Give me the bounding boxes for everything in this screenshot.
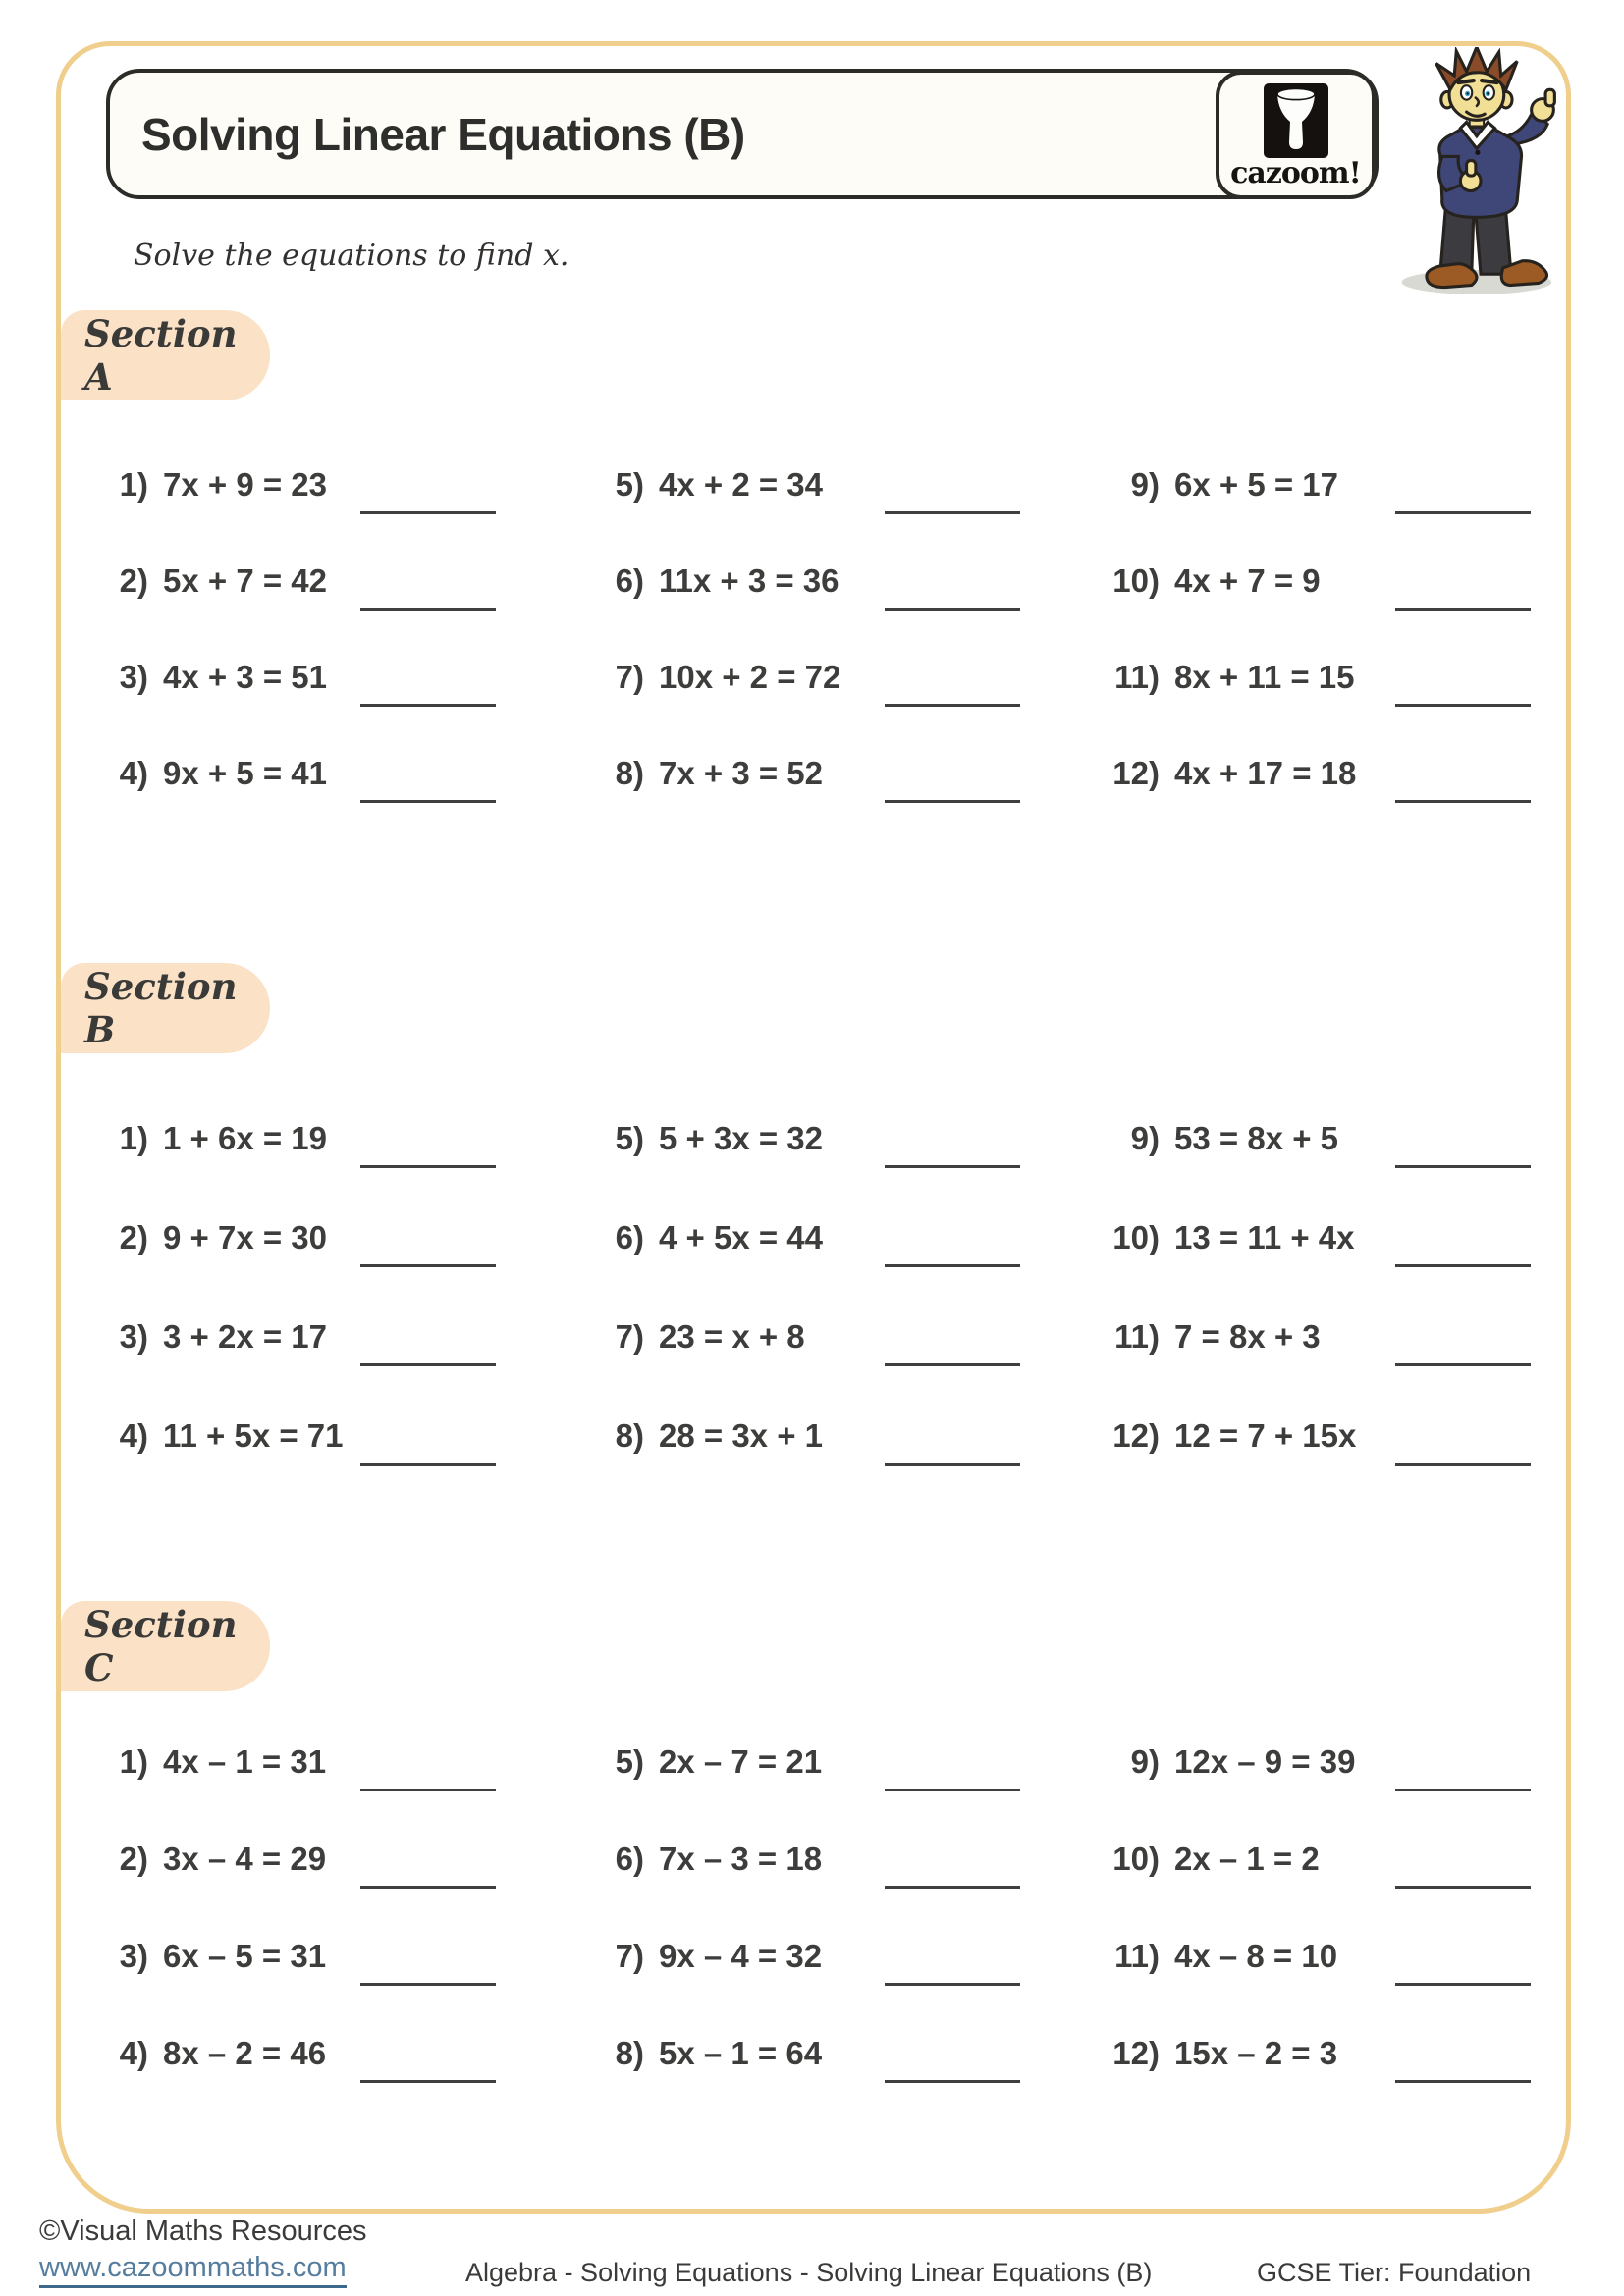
equation-row [1105,1405,1531,1455]
equation-row [1105,742,1531,792]
problem-item [589,1306,1105,1405]
section-a-badge [61,310,270,400]
answer-line[interactable] [885,704,1020,707]
problem-item [1105,646,1531,742]
footer-website-link[interactable]: www.cazoommaths.com [39,2252,347,2288]
problem-equation: 10x + 2 = 72 [659,659,841,695]
problem-equation: 15x – 2 = 3 [1174,2035,1338,2071]
equation-row [589,454,1105,504]
problem-number: 6) [615,562,644,599]
answer-line[interactable] [1395,1363,1531,1366]
equation-row [1105,1306,1531,1356]
problem-item [589,550,1105,646]
problem-number: 11) [1114,659,1160,695]
problem-equation: 5 + 3x = 32 [659,1120,823,1156]
equation-row [589,550,1105,600]
answer-line[interactable] [885,1264,1020,1267]
problem-number: 2) [119,1219,148,1255]
problem-item [93,2022,589,2119]
answer-line[interactable] [885,1886,1020,1889]
problem-equation: 4x + 17 = 18 [1174,755,1357,791]
problem-number: 10) [1112,1841,1160,1877]
problem-equation: 12x – 9 = 39 [1174,1743,1356,1780]
problem-number: 10) [1112,562,1160,599]
equation-row [1105,1731,1531,1781]
equation-row [1105,646,1531,696]
problem-item [589,1925,1105,2022]
problem-number: 12) [1112,2035,1160,2071]
problem-item [1105,1925,1531,2022]
footer-tier: GCSE Tier: Foundation [1257,2258,1532,2287]
equation-row [93,1306,589,1356]
answer-line[interactable] [1395,1264,1531,1267]
equation-row [93,454,589,504]
problem-number: 7) [615,659,644,695]
problem-item [93,646,589,742]
equation-row [1105,550,1531,600]
problem-equation: 23 = x + 8 [659,1318,805,1355]
problem-item [1105,742,1531,838]
equation-row [589,646,1105,696]
answer-line[interactable] [885,608,1020,611]
page-title: Solving Linear Equations (B) [141,108,745,160]
problem-item [589,1107,1105,1206]
problem-equation: 13 = 11 + 4x [1174,1219,1355,1255]
djembe-drum-icon [1264,83,1328,158]
problem-number: 6) [615,1219,644,1255]
answer-line[interactable] [360,1363,496,1366]
cazoom-logo [1216,71,1376,199]
problem-number: 4) [119,755,148,791]
problem-equation: 7x – 3 = 18 [659,1841,823,1877]
problem-number: 2) [119,1841,148,1877]
section-b-label: Section B [84,965,238,1051]
problem-item [1105,454,1531,550]
problem-equation: 12 = 7 + 15x [1174,1417,1357,1454]
problem-number: 12) [1112,1417,1160,1454]
problem-item [93,1731,589,1828]
equation-row [1105,2022,1531,2072]
equation-row [589,1925,1105,1975]
problem-equation: 53 = 8x + 5 [1174,1120,1338,1156]
problem-equation: 9 + 7x = 30 [163,1219,327,1255]
problem-item [1105,1306,1531,1405]
problem-number: 3) [119,659,148,695]
problem-item [1105,2022,1531,2119]
answer-line[interactable] [1395,1789,1531,1791]
equation-row [589,1731,1105,1781]
answer-line[interactable] [360,511,496,514]
equation-row [589,1107,1105,1157]
problem-equation: 6x + 5 = 17 [1174,466,1338,503]
problem-equation: 9x + 5 = 41 [163,755,327,791]
problem-number: 2) [119,562,148,599]
problem-equation: 5x – 1 = 64 [659,2035,823,2071]
problem-number: 10) [1112,1219,1160,1255]
equation-row [589,742,1105,792]
answer-line[interactable] [1395,2080,1531,2083]
equation-row [93,646,589,696]
answer-line[interactable] [360,1264,496,1267]
answer-line[interactable] [885,1363,1020,1366]
answer-line[interactable] [360,800,496,803]
problem-item [589,1828,1105,1925]
problem-number: 1) [119,466,148,503]
problem-equation: 7x + 9 = 23 [163,466,327,503]
problem-item [93,1306,589,1405]
problem-equation: 4x + 2 = 34 [659,466,823,503]
equation-row [589,2022,1105,2072]
answer-line[interactable] [885,1165,1020,1168]
problem-item [1105,550,1531,646]
answer-line[interactable] [360,1983,496,1986]
equation-row [1105,454,1531,504]
problem-item [93,550,589,646]
problem-item [589,646,1105,742]
equation-row [93,2022,589,2072]
answer-line[interactable] [360,1789,496,1791]
answer-line[interactable] [1395,1463,1531,1466]
answer-line[interactable] [885,1463,1020,1466]
problem-equation: 6x – 5 = 31 [163,1938,327,1974]
footer-copyright: ©Visual Maths Resources [39,2216,367,2247]
equation-row [1105,1925,1531,1975]
answer-line[interactable] [1395,1165,1531,1168]
problem-number: 8) [615,755,644,791]
problem-number: 3) [119,1938,148,1974]
problem-equation: 9x – 4 = 32 [659,1938,823,1974]
problem-number: 9) [1130,1743,1160,1780]
problem-item [589,454,1105,550]
section-c-label: Section C [84,1603,238,1689]
mascot-boy-thumbs-up [1373,47,1587,300]
problem-equation: 4x + 3 = 51 [163,659,327,695]
problem-item [93,1828,589,1925]
equation-row [93,742,589,792]
section-b-badge [61,963,270,1053]
equation-row [93,1925,589,1975]
problem-item [1105,1828,1531,1925]
problem-equation: 5x + 7 = 42 [163,562,327,599]
title-box [106,69,1379,199]
equation-row [589,1828,1105,1878]
problem-number: 4) [119,1417,148,1454]
answer-line[interactable] [360,2080,496,2083]
section-b-problems [93,1107,1531,1504]
problem-number: 8) [615,1417,644,1454]
problem-number: 5) [615,1120,644,1156]
answer-line[interactable] [360,608,496,611]
answer-line[interactable] [360,1463,496,1466]
answer-line[interactable] [885,511,1020,514]
answer-line[interactable] [360,1886,496,1889]
problem-equation: 4x – 1 = 31 [163,1743,327,1780]
equation-row [93,1828,589,1878]
equation-row [93,1405,589,1455]
answer-line[interactable] [1395,1983,1531,1986]
equation-row [1105,1107,1531,1157]
equation-row [93,1731,589,1781]
problem-equation: 2x – 7 = 21 [659,1743,823,1780]
problem-number: 5) [615,1743,644,1780]
answer-line[interactable] [1395,608,1531,611]
problem-number: 7) [615,1938,644,1974]
equation-row [93,1206,589,1256]
problem-equation: 8x + 11 = 15 [1174,659,1355,695]
problem-equation: 4x – 8 = 10 [1174,1938,1338,1974]
answer-line[interactable] [360,704,496,707]
section-a-problems [93,454,1531,838]
footer-category: Algebra - Solving Equations - Solving Linear Equations (B) [465,2258,1153,2287]
problem-equation: 1 + 6x = 19 [163,1120,327,1156]
equation-row [589,1206,1105,1256]
problem-equation: 4x + 7 = 9 [1174,562,1321,599]
problem-item [93,454,589,550]
problem-item [93,1925,589,2022]
problem-item [1105,1107,1531,1206]
answer-line[interactable] [885,800,1020,803]
equation-row [93,1107,589,1157]
problem-number: 1) [119,1743,148,1780]
equation-row [589,1405,1105,1455]
instruction-text: Solve the equations to find x. [134,239,569,273]
problem-equation: 7 = 8x + 3 [1174,1318,1321,1355]
problem-equation: 11 + 5x = 71 [163,1417,344,1454]
problem-number: 11) [1114,1318,1160,1355]
problem-item [589,1206,1105,1306]
problem-equation: 7x + 3 = 52 [659,755,823,791]
problem-item [93,1107,589,1206]
problem-item [589,1731,1105,1828]
problem-number: 9) [1130,466,1160,503]
answer-line[interactable] [885,1983,1020,1986]
answer-line[interactable] [1395,1886,1531,1889]
section-a-label: Section A [84,312,238,399]
problem-item [589,2022,1105,2119]
problem-item [1105,1731,1531,1828]
problem-item [93,1405,589,1504]
problem-item [93,1206,589,1306]
problem-number: 5) [615,466,644,503]
problem-equation: 2x – 1 = 2 [1174,1841,1320,1877]
problem-number: 1) [119,1120,148,1156]
problem-equation: 3x – 4 = 29 [163,1841,327,1877]
answer-line[interactable] [1395,800,1531,803]
problem-equation: 4 + 5x = 44 [659,1219,823,1255]
problem-number: 7) [615,1318,644,1355]
answer-line[interactable] [885,2080,1020,2083]
answer-line[interactable] [360,1165,496,1168]
problem-equation: 8x – 2 = 46 [163,2035,327,2071]
logo-wordmark: cazoom! [1230,156,1361,190]
problem-number: 9) [1130,1120,1160,1156]
equation-row [589,1306,1105,1356]
problem-number: 8) [615,2035,644,2071]
problem-equation: 3 + 2x = 17 [163,1318,327,1355]
equation-row [1105,1206,1531,1256]
section-c-badge [61,1601,270,1691]
problem-equation: 28 = 3x + 1 [659,1417,823,1454]
problem-item [589,742,1105,838]
answer-line[interactable] [885,1789,1020,1791]
answer-line[interactable] [1395,704,1531,707]
problem-number: 12) [1112,755,1160,791]
section-c-problems [93,1731,1531,2119]
problem-number: 4) [119,2035,148,2071]
problem-number: 6) [615,1841,644,1877]
problem-item [93,742,589,838]
problem-item [1105,1206,1531,1306]
equation-row [1105,1828,1531,1878]
answer-line[interactable] [1395,511,1531,514]
problem-item [1105,1405,1531,1504]
problem-number: 11) [1114,1938,1160,1974]
problem-equation: 11x + 3 = 36 [659,562,839,599]
equation-row [93,550,589,600]
problem-item [589,1405,1105,1504]
problem-number: 3) [119,1318,148,1355]
